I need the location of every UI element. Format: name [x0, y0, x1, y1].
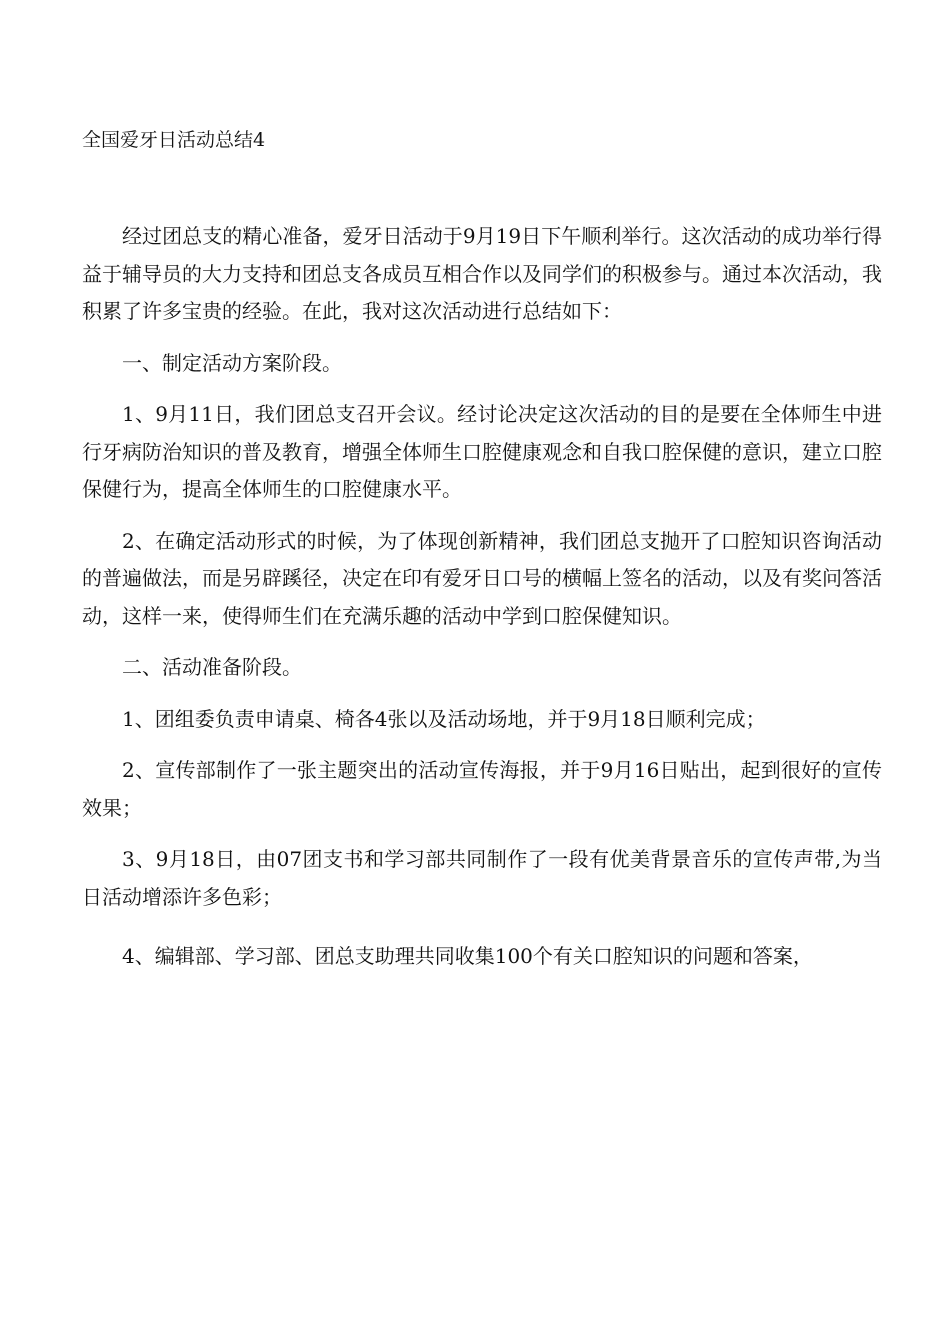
paragraph-item: 2、宣传部制作了一张主题突出的活动宣传海报，并于9月16日贴出，起到很好的宣传效果；	[82, 758, 882, 820]
paragraph-item: 1、9月11日，我们团总支召开会议。经讨论决定这次活动的目的是要在全体师生中进行牙病防治知识的普及教育，增强全体师生口腔健康观念和自我口腔保健的意识，建立口腔保健行为，提高全体师生的口腔健康水平。	[82, 402, 882, 501]
paragraph-item: 1、团组委负责申请桌、椅各4张以及活动场地，并于9月18日顺利完成；	[122, 706, 766, 731]
paragraph-item: 4、编辑部、学习部、团总支助理共同收集100个有关口腔知识的问题和答案，	[122, 944, 813, 968]
section-heading-2: 二、活动准备阶段。	[122, 655, 302, 679]
document-body	[82, 218, 882, 990]
paragraph-item: 2、在确定活动形式的时候，为了体现创新精神，我们团总支抛开了口腔知识咨询活动的普遍做法，而是另辟蹊径，决定在印有爱牙日口号的横幅上签名的活动，以及有奖问答活动，这样一来，使得师生们在充满乐趣的活动中学到口腔保健知识。	[82, 528, 882, 628]
document-title: 全国爱牙日活动总结4	[82, 129, 266, 151]
paragraph-intro: 经过团总支的精心准备，爱牙日活动于9月19日下午顺利举行。这次活动的成功举行得益于辅导员的大力支持和团总支各成员互相合作以及同学们的积极参与。通过本次活动，我积累了许多宝贵的经验。在此，我对这次活动进行总结如下：	[82, 224, 882, 323]
section-heading-1: 一、制定活动方案阶段。	[122, 350, 342, 375]
paragraph-item: 3、9月18日，由07团支书和学习部共同制作了一段有优美背景音乐的宣传声带,为当日活动增添许多色彩；	[82, 847, 882, 909]
